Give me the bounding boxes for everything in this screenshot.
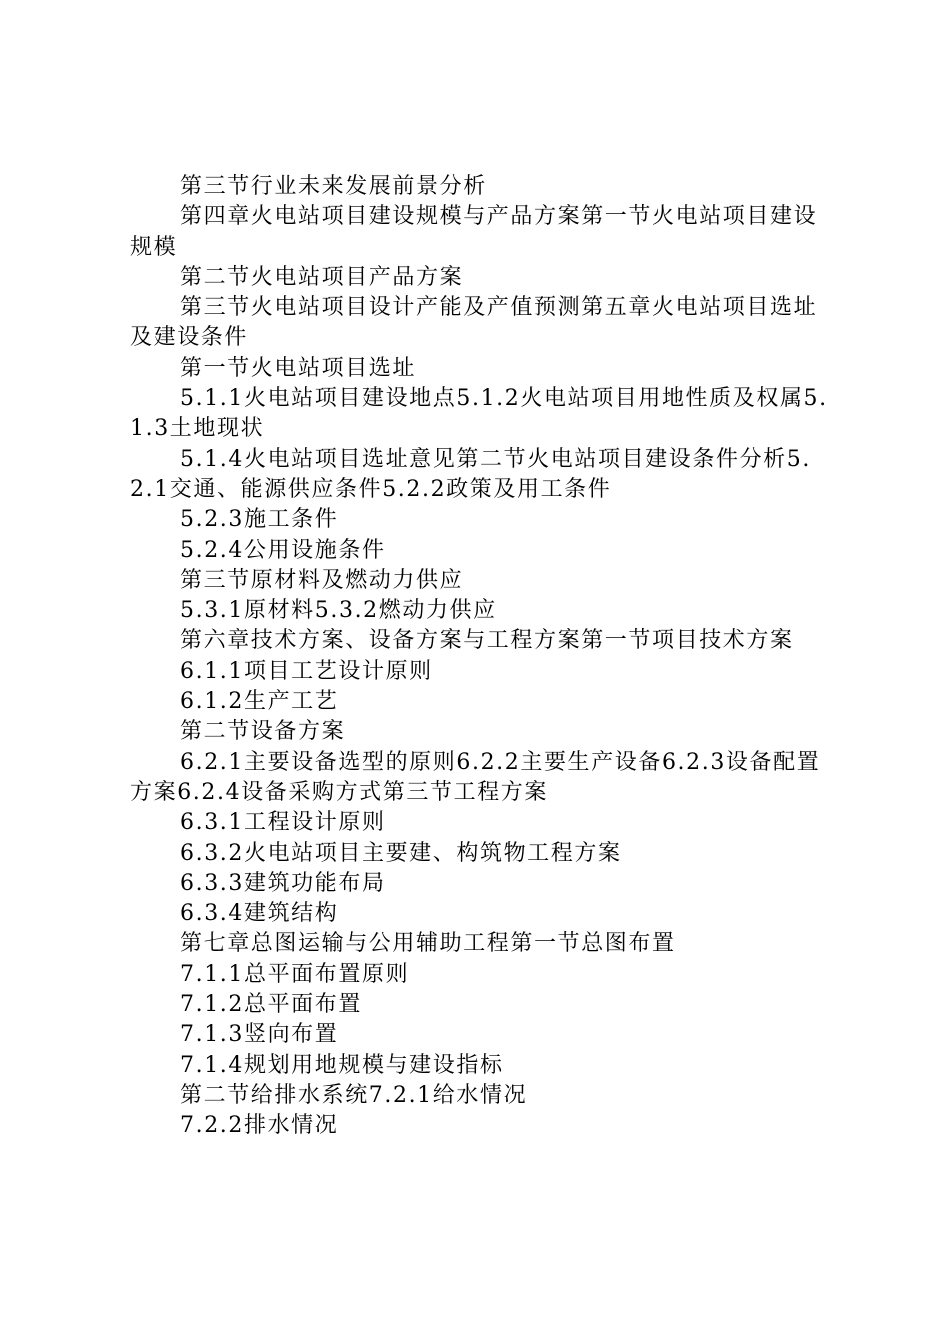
- toc-line: 5.1.1火电站项目建设地点5.1.2火电站项目用地性质及权属5.1.3土地现状: [130, 386, 828, 442]
- toc-line: 5.2.3施工条件: [180, 507, 339, 533]
- toc-line: 第三节行业未来发展前景分析: [180, 174, 487, 199]
- toc-line: 7.1.2总平面布置: [180, 992, 362, 1018]
- toc-line: 第六章技术方案、设备方案与工程方案第一节项目技术方案: [180, 628, 794, 654]
- toc-line: 5.3.1原材料5.3.2燃动力供应: [180, 598, 497, 624]
- toc-line: 6.3.3建筑功能布局: [180, 870, 386, 896]
- toc-line: 5.1.4火电站项目选址意见第二节火电站项目建设条件分析5.2.1交通、能源供应条件5.2.2政策及用工条件: [130, 446, 811, 502]
- toc-line: 7.1.4规划用地规模与建设指标: [180, 1052, 504, 1078]
- toc-line: 第七章总图运输与公用辅助工程第一节总图布置: [180, 931, 676, 957]
- toc-line: 第三节火电站项目设计产能及产值预测第五章火电站项目选址及建设条件: [130, 295, 818, 351]
- toc-line: 7.1.1总平面布置原则: [180, 961, 410, 987]
- toc-line: 第二节给排水系统7.2.1给水情况: [180, 1082, 528, 1108]
- toc-line: 6.3.4建筑结构: [180, 901, 339, 927]
- document-body: [130, 172, 830, 1142]
- toc-line: 6.2.1主要设备选型的原则6.2.2主要生产设备6.2.3设备配置方案6.2.4设备采购方式第三节工程方案: [130, 749, 821, 805]
- toc-line: 6.1.1项目工艺设计原则: [180, 658, 433, 684]
- toc-line: 6.3.2火电站项目主要建、构筑物工程方案: [180, 840, 622, 866]
- toc-line: 第一节火电站项目选址: [180, 355, 417, 381]
- toc-line: 6.1.2生产工艺: [180, 689, 339, 715]
- toc-line: 第三节原材料及燃动力供应: [180, 567, 464, 593]
- toc-line: 第二节火电站项目产品方案: [180, 264, 464, 290]
- toc-line: 5.2.4公用设施条件: [180, 537, 386, 563]
- toc-line: 7.1.3竖向布置: [180, 1022, 339, 1048]
- toc-line: 第四章火电站项目建设规模与产品方案第一节火电站项目建设规模: [130, 204, 818, 260]
- toc-line: 7.2.2排水情况: [180, 1113, 339, 1139]
- toc-line: 第二节设备方案: [180, 719, 346, 745]
- toc-line: 6.3.1工程设计原则: [180, 810, 386, 836]
